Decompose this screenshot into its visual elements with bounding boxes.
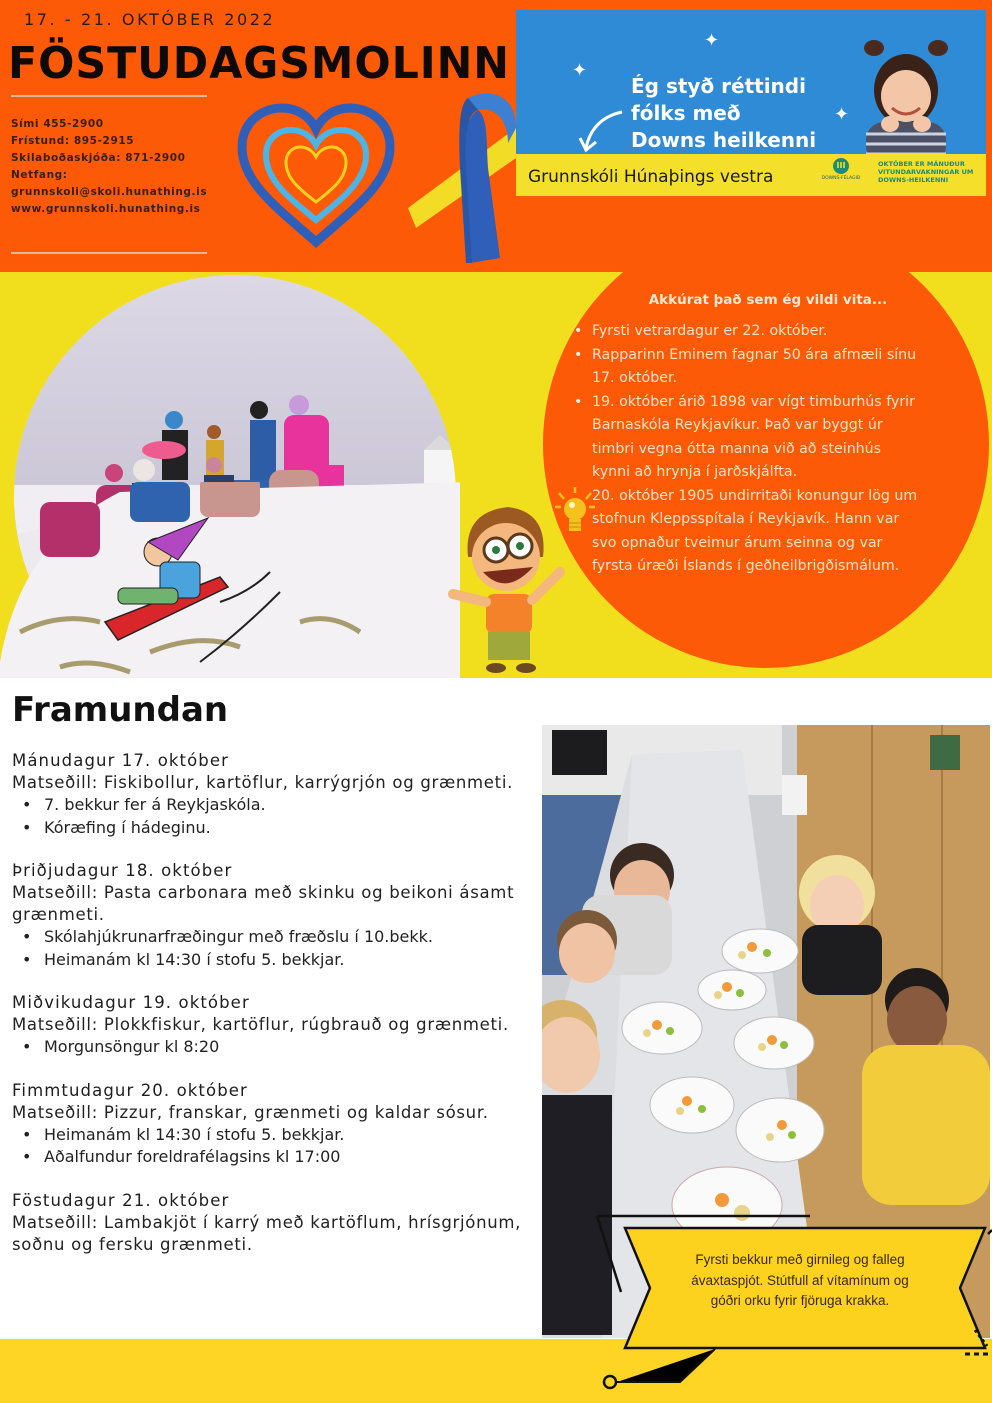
- email-label: Netfang:: [11, 169, 68, 181]
- fact-line: Barnaskóla Reykjavíkur. Það var byggt úr: [592, 417, 883, 433]
- arrow-icon: [578, 108, 626, 154]
- day-monday: [12, 750, 532, 839]
- fact-line: timbri vegna ótta manna við að steinhús: [592, 440, 882, 457]
- day-menu: Matseðill: Plokkfiskur, kartöflur, rúgbrauð og grænmeti.: [12, 1015, 509, 1034]
- day-event: • Morgunsöngur kl 8:20: [12, 1036, 532, 1059]
- day-event: • Aðalfundur foreldrafélagsins kl 17:00: [12, 1146, 532, 1169]
- fristund-phone: Frístund: 895-2915: [11, 135, 135, 147]
- divider: [11, 252, 207, 254]
- website-link[interactable]: www.grunnskoli.hunathing.is: [11, 203, 201, 215]
- day-wednesday: [12, 992, 532, 1059]
- weekly-schedule: [12, 750, 532, 1277]
- day-title: Fimmtudagur 20. október: [12, 1080, 248, 1100]
- day-title: Þriðjudagur 18. október: [12, 861, 233, 880]
- day-title: Mánudagur 17. október: [12, 751, 230, 770]
- fact-line: kynni að hrynja í jarðskjálfta.: [592, 464, 798, 480]
- fun-facts-list: [568, 320, 968, 579]
- fact-line: svo opnaður tveimur árum seinna og var: [592, 534, 883, 551]
- day-tuesday: [12, 860, 532, 971]
- section-heading-framundan: Framundan: [12, 690, 229, 730]
- message-phone: Skilaboðaskjóða: 871-2900: [11, 152, 186, 164]
- contact-info: [11, 116, 207, 218]
- day-event: • Heimanám kl 14:30 í stofu 5. bekkjar.: [12, 949, 532, 972]
- fun-facts-heading: Akkúrat það sem ég vildi vita...: [648, 292, 888, 308]
- awareness-ribbon-icon: [408, 88, 518, 268]
- day-title: Föstudagur 21. október: [12, 1190, 230, 1210]
- newsletter-title: FÖSTUDAGSMOLINN: [8, 38, 511, 89]
- girl-photo: [856, 38, 956, 164]
- fact-line: stofnun Kleppsspítala í Reykjavík. Hann var: [592, 511, 900, 527]
- day-event: • 7. bekkur fer á Reykjaskóla.: [12, 794, 532, 817]
- day-event: • Heimanám kl 14:30 í stofu 5. bekkjar.: [12, 1124, 532, 1147]
- fact-line: • 19. október árið 1898 var vígt timburhús fyrir: [568, 391, 968, 415]
- day-friday: [12, 1190, 532, 1256]
- cartoon-boy-icon: [448, 502, 568, 677]
- fun-facts: [568, 292, 968, 579]
- photo-caption: Fyrsti bekkur með girnileg og falleg ávaxtaspjót. Stútfull af vítamínum og góðri orku fyrir fjöruga krakka.: [691, 1252, 909, 1308]
- sparkle-icon: ✦: [572, 60, 588, 81]
- day-menu: Matseðill: Pizzur, franskar, grænmeti og kaldar sósur.: [12, 1102, 489, 1122]
- sparkle-icon: ✦: [704, 30, 720, 51]
- banner-strip: [516, 154, 986, 196]
- day-menu: Matseðill: Lambakjöt í karrý með kartöflum, hrísgrjónum, soðnu og fersku grænmeti.: [12, 1212, 522, 1254]
- day-event: • Skólahjúkrunarfræðingur með fræðslu í 10.bekk.: [12, 926, 532, 949]
- fact-line: 17. október.: [592, 370, 677, 386]
- fact-line: fyrsta úræði Íslands í geðheilbrigðismálum.: [592, 558, 900, 574]
- banner-slogan: Ég styð réttindi fólks með Downs heilkenni: [631, 74, 817, 152]
- downs-syndrome-banner: [516, 10, 986, 188]
- day-menu: Matseðill: Pasta carbonara með skinku og beikoni ásamt grænmeti.: [12, 883, 515, 924]
- fact-line: 20. október 1905 undirritaði konungur lög um: [592, 487, 918, 504]
- day-menu: Matseðill: Fiskibollur, kartöflur, karrýgrjón og grænmeti.: [12, 773, 514, 792]
- school-name: Grunnskóli Húnaþings vestra: [528, 167, 774, 187]
- sledding-photo-lower: [0, 482, 460, 678]
- date-range: 17. - 21. OKTÓBER 2022: [24, 10, 276, 29]
- email-link[interactable]: grunnskoli@skoli.hunathing.is: [11, 186, 208, 198]
- header: [0, 0, 992, 272]
- fact-line: • Fyrsti vetrardagur er 22. október.: [568, 320, 968, 344]
- heart-icon: [236, 102, 396, 252]
- fact-line: • Rapparinn Eminem fagnar 50 ára afmæli sínu: [568, 344, 968, 368]
- downs-felagid-logo-icon: III DOWNS-FÉLAGIÐ: [816, 158, 866, 181]
- awareness-text: OKTÓBER ER MÁNUÐUR VITUNDARVAKNINGAR UM DOWNS-HEILKENNI: [878, 160, 974, 184]
- day-title: Miðvikudagur 19. október: [12, 993, 250, 1012]
- sparkle-icon: ✦: [834, 104, 850, 125]
- phone: Sími 455-2900: [11, 118, 104, 130]
- day-thursday: [12, 1080, 532, 1169]
- day-event: • Kóræfing í hádeginu.: [12, 817, 532, 840]
- divider: [11, 95, 207, 97]
